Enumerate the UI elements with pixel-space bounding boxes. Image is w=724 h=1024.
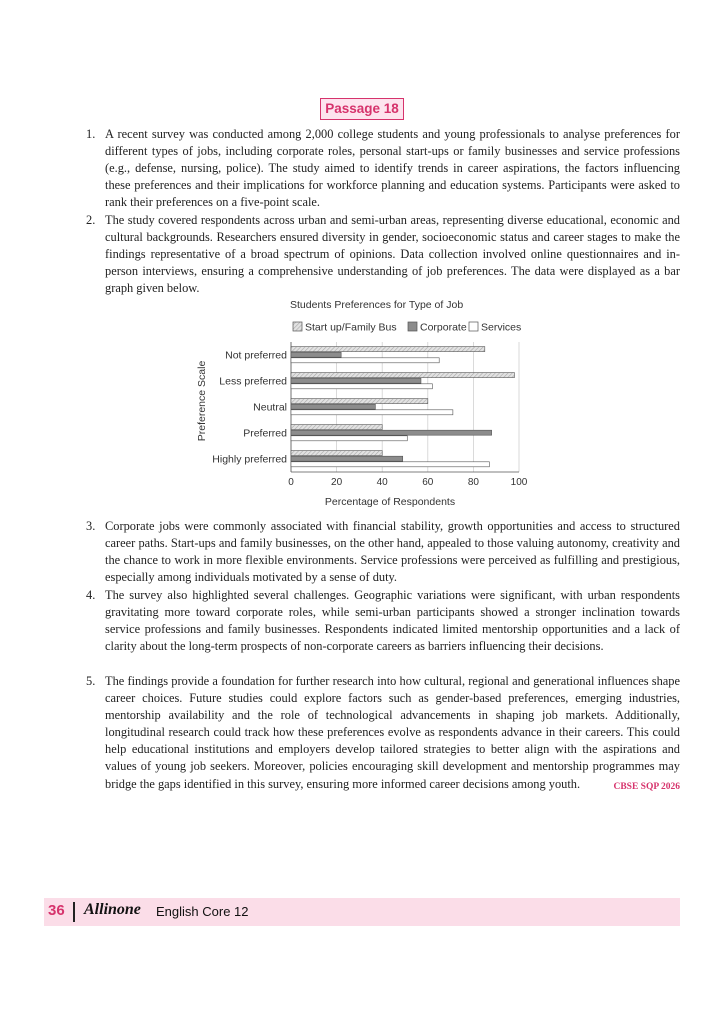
paragraph-3 xyxy=(86,518,680,586)
passage-title: Passage 18 xyxy=(320,98,404,120)
bar xyxy=(291,404,375,409)
chart-title: Students Preferences for Type of Job xyxy=(290,299,464,311)
bar xyxy=(291,352,341,357)
legend-swatch xyxy=(469,322,478,331)
bar xyxy=(291,410,453,415)
bar xyxy=(291,436,407,441)
bar xyxy=(291,399,428,404)
page-footer xyxy=(44,898,680,926)
category-label: Less preferred xyxy=(219,375,287,388)
paragraph-4 xyxy=(86,587,680,655)
bar xyxy=(291,378,421,383)
category-label: Neutral xyxy=(253,401,287,414)
y-axis-label: Preference Scale xyxy=(196,360,208,442)
paragraph-number: 1. xyxy=(86,127,96,141)
legend-swatch xyxy=(293,322,302,331)
x-tick-label: 40 xyxy=(376,477,388,488)
brand-logo: Allinone xyxy=(84,901,141,918)
x-tick-label: 100 xyxy=(510,477,528,488)
bar xyxy=(291,456,403,461)
paragraph-text: The study covered respondents across urban and semi-urban areas, representing diverse educational, economic and cultural backgrounds. Researchers ensured diversity in gender, socioeconomic status and career stages to make the findings representative of a broad spectrum of opinions. Data collection involved online questionnaires and in-person interviews, ensuring a comprehensive understanding of job preferences. The data were displayed as a bar graph given below. xyxy=(105,213,680,296)
page-number: 36 xyxy=(48,902,65,919)
x-axis-label: Percentage of Respondents xyxy=(324,496,456,508)
bar xyxy=(291,358,439,363)
paragraph-number: 5. xyxy=(86,674,96,688)
legend-swatch xyxy=(408,322,417,331)
paragraph-5 xyxy=(86,673,680,796)
bar xyxy=(291,425,382,430)
paragraph-number: 3. xyxy=(86,519,96,533)
legend-label: Corporate xyxy=(420,321,467,334)
paragraph-text: A recent survey was conducted among 2,000 college students and young professionals to analyse preferences for different types of jobs, including corporate roles, personal start-ups or family businesses and service professions (e.g., defense, nursing, police). The study aimed to identify trends in career aspirations, the factors influencing these preferences and their implications for workforce planning and education systems. Participants were asked to rank their preferences on a five-point scale. xyxy=(105,127,680,210)
footer-divider xyxy=(73,902,75,922)
bar xyxy=(291,451,382,456)
paragraph-2 xyxy=(86,212,680,297)
category-label: Preferred xyxy=(243,427,287,440)
paragraph-number: 2. xyxy=(86,213,96,227)
bar-chart xyxy=(190,296,540,512)
bar xyxy=(291,384,432,389)
legend-label: Services xyxy=(481,321,522,334)
x-tick-label: 20 xyxy=(331,477,343,488)
bar xyxy=(291,347,485,352)
source-tag: CBSE SQP 2026 xyxy=(613,781,680,792)
paragraph-text: The findings provide a foundation for further research into how cultural, regional and generational influences shape career choices. Future studies could explore factors such as gender-based preferences, emerging industries, mentorship availability and the role of technological advancements in shaping job markets. Additionally, longitudinal research could track how these preferences evolve as respondents advance in their careers. This could help educational institutions and employers develop tailored strategies to better align with the aspirations and values of young job seekers. Moreover, policies encouraging skill development and mentorship programmes may bridge the gaps identified in this survey, ensuring more informed career decisions among youth. CBSE SQP 2026 xyxy=(105,673,680,793)
book-title: English Core 12 xyxy=(156,904,249,919)
paragraph-number: 4. xyxy=(86,588,96,602)
plot-area xyxy=(212,342,527,488)
x-tick-label: 0 xyxy=(288,477,294,488)
bar xyxy=(291,462,489,467)
paragraph-1 xyxy=(86,126,680,211)
bar xyxy=(291,373,514,378)
x-tick-label: 60 xyxy=(422,477,434,488)
category-label: Not preferred xyxy=(225,349,287,362)
legend-label: Start up/Family Bus xyxy=(305,321,397,334)
chart-legend xyxy=(293,322,521,334)
paragraph-text: The survey also highlighted several challenges. Geographic variations were significant, with urban respondents gravitating more toward corporate roles, while semi-urban participants showed a stronger inclination towards service professions and family businesses. Respondents indicated limited mentorship opportunities and a lack of clarity about the long-term prospects of non-corporate careers as barriers influencing their decisions. xyxy=(105,588,680,654)
paragraph-text: Corporate jobs were commonly associated with financial stability, growth opportunities and access to structured career paths. Start-ups and family businesses, on the other hand, appealed to those valuing autonomy, creativity and the chance to work in more flexible environments. Service professions were perceived as fulfilling and prestigious, especially among individuals motivated by a sense of duty. xyxy=(105,519,680,585)
x-tick-label: 80 xyxy=(467,477,479,488)
bar xyxy=(291,430,492,435)
category-label: Highly preferred xyxy=(212,453,287,466)
